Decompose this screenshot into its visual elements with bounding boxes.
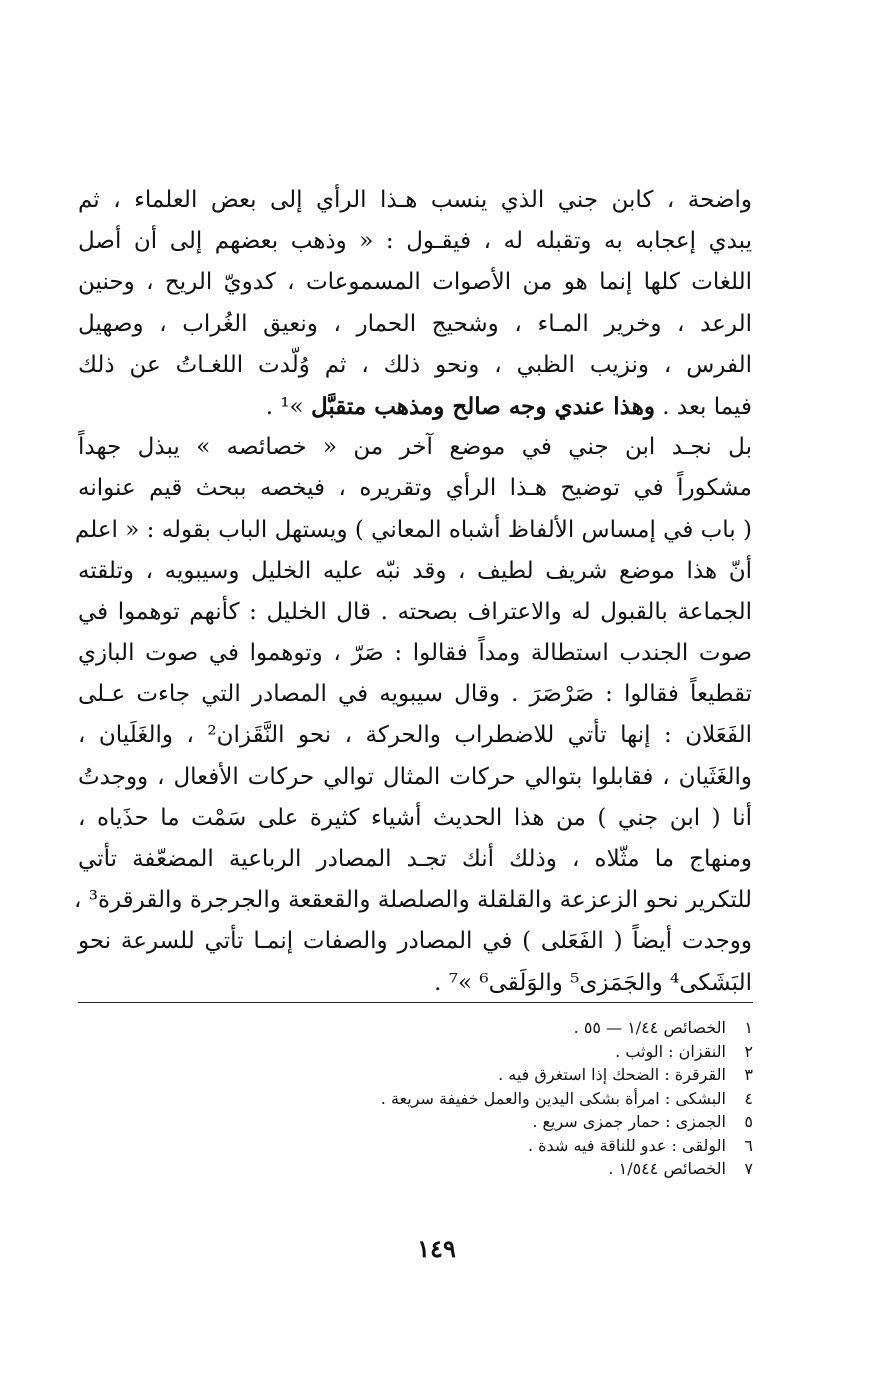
text-line: الجماعة بالقبول له والاعتراف بصحته . قال الخليل : كأنهم توهموا في	[78, 598, 752, 625]
footnote-number: ١	[744, 1018, 753, 1037]
text-line: الرعد ، وخرير المـاء ، وشحيج الحمار ، ونعيق الغُراب ، وصهيل	[78, 310, 752, 337]
footnote-text: الولقى : عدو للناقة فيه شدة .	[528, 1135, 726, 1155]
text-line: يبدي إعجابه به وتقبله له ، فيقـول : « وذهب بعضهم إلى أن أصل	[78, 228, 752, 255]
text-line: أنّ هذا موضع شريف لطيف ، وقد نبّه عليه الخليل وسيبويه ، وتلقته	[78, 557, 752, 584]
footnote	[78, 1016, 753, 1040]
footnote-divider	[78, 1002, 753, 1003]
footnote-text: الخصائص ١/٤٤ — ٥٥ .	[573, 1018, 726, 1037]
quote-end-lead: فيما بعد .	[654, 393, 752, 420]
bold-phrase: وهذا عندي وجه صالح ومذهب متقبَّل	[310, 392, 655, 420]
footnote-number: ٧	[744, 1159, 753, 1178]
footnote-number: ٥	[744, 1112, 753, 1131]
footnote-text: القرقرة : الضحك إذا استغرق فيه .	[498, 1065, 726, 1084]
text-line: ( باب في إمساس الألفاظ أشباه المعاني ) ويستهل الباب بقوله : « اعلم	[74, 516, 752, 543]
main-text	[73, 180, 753, 1004]
footnote	[78, 1157, 753, 1181]
quote-end-mark: »¹ .	[265, 393, 311, 420]
footnotes	[78, 1016, 753, 1181]
footnote-text: الخصائص ١/٥٤٤ .	[608, 1159, 726, 1178]
footnote-text: البشكى : امرأة بشكى اليدين والعمل خفيفة سريعة .	[380, 1088, 726, 1108]
text-line: أنا ( ابن جني ) من هذا الحديث أشياء كثيرة على سَمْت ما حذَياه ،	[78, 804, 752, 831]
footnote-number: ٤	[744, 1088, 753, 1108]
footnote	[78, 1134, 753, 1158]
text-line: ومنهاج ما مثّلاه ، وذلك أنك تجـد المصادر الرباعية المضعّفة تأتي	[78, 846, 752, 872]
text-line-quote-end	[78, 386, 752, 427]
text-line: للتكرير نحو الزعزعة والقلقلة والصلصلة والقعقعة والجرجرة والقرقرة³ ،	[73, 887, 752, 914]
text-line: الفَعَلان : إنها تأتي للاضطراب والحركة ، نحو النَّقَزان² ، والغَلَيان ،	[78, 722, 753, 749]
footnote	[78, 1110, 753, 1134]
text-line: البَشَكى⁴ والجَمَزى⁵ والوَلَقى⁶ »⁷ .	[434, 969, 752, 996]
footnote-text: الجمزى : حمار جمزى سريع .	[532, 1112, 726, 1131]
footnote	[78, 1063, 753, 1087]
footnote-number: ٦	[744, 1135, 753, 1155]
text-line: مشكوراً في توضيح هـذا الرأي وتقريره ، فيخصه ببحث قيم عنوانه	[78, 475, 752, 502]
text-line: بل نجـد ابن جني في موضع آخر من « خصائصه » يبذل جهداً	[78, 434, 752, 461]
page-number: ١٤٩	[417, 1234, 456, 1263]
footnote	[78, 1040, 753, 1064]
text-line: اللغات كلها إنما هو من الأصوات المسموعات ، كدويّ الريح ، وحنين	[78, 269, 752, 296]
text-line: الفرس ، ونزيب الظبي ، ونحو ذلك ، ثم وُلّدت اللغـاتُ عن ذلك	[78, 351, 752, 378]
text-line: ووجدت أيضاً ( الفَعَلى ) في المصادر والصفات إنمـا تأتي للسرعة نحو	[78, 928, 752, 955]
text-line: صوت الجندب استطالة ومداً فقالوا : صَرّ ، وتوهموا في صوت البازي	[78, 640, 752, 667]
footnote	[78, 1087, 753, 1111]
text-line: واضحة ، كابن جني الذي ينسب هـذا الرأي إلى بعض العلماء ، ثم	[78, 187, 752, 213]
text-line: والغَثَيان ، فقابلوا بتوالي حركات المثال توالي حركات الأفعال ، ووجدتُ	[78, 763, 752, 790]
text-line: تقطيعاً فقالوا : صَرْصَرَ . وقال سيبويه في المصادر التي جاءت عـلى	[78, 681, 752, 708]
footnote-number: ٢	[744, 1041, 753, 1061]
footnote-number: ٣	[744, 1065, 753, 1084]
footnote-text: النقزان : الوثب .	[615, 1041, 726, 1061]
